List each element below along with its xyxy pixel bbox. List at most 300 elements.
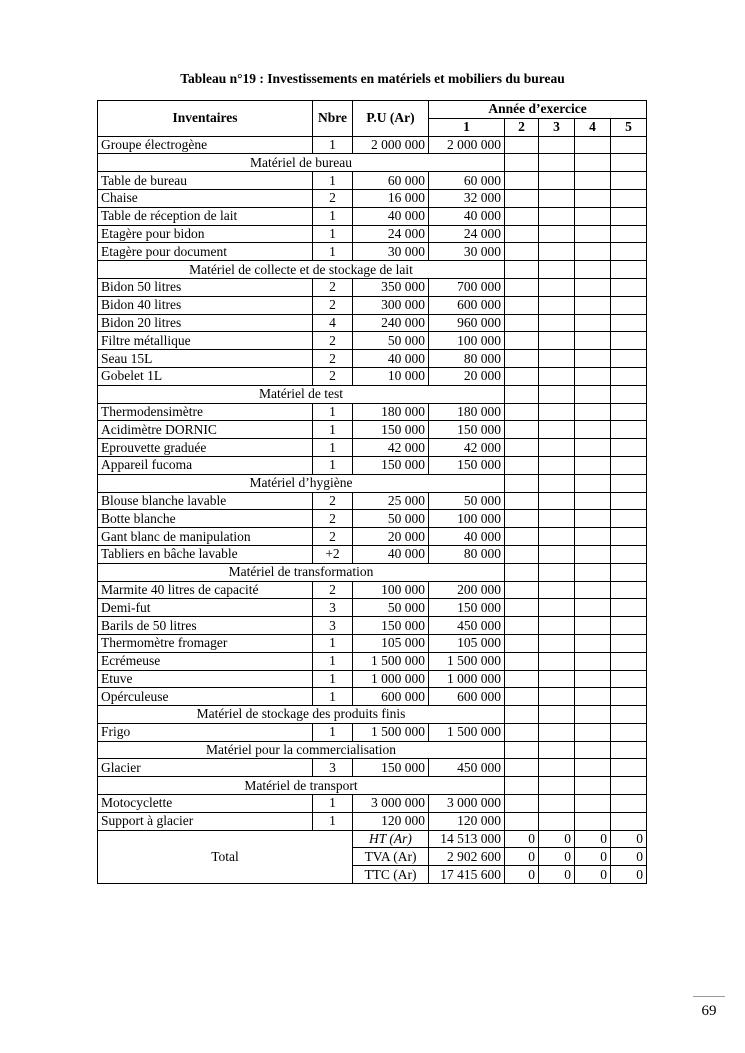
row-year-4 [575, 367, 611, 385]
header-year-3: 3 [539, 118, 575, 136]
row-year-4 [575, 812, 611, 830]
row-year-4 [575, 492, 611, 510]
row-year-5 [611, 421, 647, 439]
row-year-1: 150 000 [429, 456, 505, 474]
section-header-row [98, 777, 647, 795]
row-year-5 [611, 492, 647, 510]
row-nbre: 1 [313, 812, 353, 830]
row-year-5 [611, 278, 647, 296]
row-pu: 300 000 [353, 296, 429, 314]
row-year-3 [539, 492, 575, 510]
table-row [98, 439, 647, 457]
row-pu: 50 000 [353, 332, 429, 350]
header-year-1: 1 [429, 118, 505, 136]
page-number: 69 [701, 1003, 717, 1019]
section-year-5 [611, 741, 647, 759]
row-year-3 [539, 278, 575, 296]
total-ht-year-1: 14 513 000 [429, 830, 505, 848]
table-row [98, 296, 647, 314]
section-year-4 [575, 741, 611, 759]
table-row [98, 528, 647, 546]
row-year-3 [539, 759, 575, 777]
footer-divider [693, 996, 725, 997]
row-nbre: 1 [313, 403, 353, 421]
table-row [98, 688, 647, 706]
row-year-5 [611, 189, 647, 207]
row-label: Bidon 50 litres [98, 278, 313, 296]
row-pu: 50 000 [353, 510, 429, 528]
row-pu: 240 000 [353, 314, 429, 332]
section-year-5 [611, 563, 647, 581]
row-label: Frigo [98, 723, 313, 741]
row-pu: 2 000 000 [353, 136, 429, 154]
row-year-3 [539, 332, 575, 350]
total-row-ht [98, 830, 647, 848]
section-year-4 [575, 777, 611, 795]
row-year-3 [539, 617, 575, 635]
row-year-4 [575, 670, 611, 688]
row-label: Motocyclette [98, 795, 313, 813]
section-title: Matériel de stockage des produits finis [98, 706, 505, 724]
row-label: Thermomètre fromager [98, 634, 313, 652]
row-year-1: 450 000 [429, 759, 505, 777]
section-header-row [98, 563, 647, 581]
row-pu: 40 000 [353, 207, 429, 225]
row-label: Etagère pour document [98, 243, 313, 261]
row-nbre: 1 [313, 688, 353, 706]
row-year-2 [505, 225, 539, 243]
row-year-5 [611, 795, 647, 813]
row-year-4 [575, 439, 611, 457]
row-year-2 [505, 510, 539, 528]
section-year-3 [539, 741, 575, 759]
row-year-5 [611, 634, 647, 652]
table-row [98, 652, 647, 670]
row-year-3 [539, 723, 575, 741]
row-year-3 [539, 314, 575, 332]
row-year-1: 20 000 [429, 367, 505, 385]
row-year-3 [539, 421, 575, 439]
row-year-5 [611, 314, 647, 332]
section-year-3 [539, 261, 575, 279]
row-pu: 1 500 000 [353, 652, 429, 670]
row-year-1: 700 000 [429, 278, 505, 296]
row-year-2 [505, 759, 539, 777]
row-year-1: 1 000 000 [429, 670, 505, 688]
row-year-5 [611, 599, 647, 617]
section-title: Matériel de bureau [98, 154, 505, 172]
row-year-1: 32 000 [429, 189, 505, 207]
row-year-5 [611, 296, 647, 314]
section-year-5 [611, 777, 647, 795]
total-tva-year-2: 0 [505, 848, 539, 866]
total-ttc-year-1: 17 415 600 [429, 866, 505, 884]
table-row [98, 759, 647, 777]
section-year-2 [505, 563, 539, 581]
row-year-3 [539, 581, 575, 599]
section-year-3 [539, 474, 575, 492]
row-year-4 [575, 456, 611, 474]
row-year-2 [505, 189, 539, 207]
row-pu: 25 000 [353, 492, 429, 510]
row-label: Opérculeuse [98, 688, 313, 706]
row-year-2 [505, 528, 539, 546]
row-year-5 [611, 617, 647, 635]
row-year-1: 960 000 [429, 314, 505, 332]
row-year-4 [575, 528, 611, 546]
row-label: Bidon 40 litres [98, 296, 313, 314]
row-pu: 42 000 [353, 439, 429, 457]
row-year-3 [539, 403, 575, 421]
row-year-3 [539, 172, 575, 190]
row-year-3 [539, 528, 575, 546]
row-year-2 [505, 296, 539, 314]
row-year-3 [539, 456, 575, 474]
total-tva-year-1: 2 902 600 [429, 848, 505, 866]
row-pu: 40 000 [353, 350, 429, 368]
row-year-1: 1 500 000 [429, 723, 505, 741]
total-ttc-year-5: 0 [611, 866, 647, 884]
row-year-2 [505, 439, 539, 457]
section-header-row [98, 154, 647, 172]
table-row [98, 723, 647, 741]
row-year-5 [611, 136, 647, 154]
section-header-row [98, 385, 647, 403]
section-title: Matériel d’hygiène [98, 474, 505, 492]
row-year-2 [505, 136, 539, 154]
row-pu: 105 000 [353, 634, 429, 652]
row-label: Bidon 20 litres [98, 314, 313, 332]
table-row [98, 634, 647, 652]
section-year-2 [505, 741, 539, 759]
row-year-2 [505, 243, 539, 261]
total-label: Total [98, 830, 353, 883]
row-pu: 100 000 [353, 581, 429, 599]
row-year-4 [575, 723, 611, 741]
row-pu: 60 000 [353, 172, 429, 190]
row-pu: 150 000 [353, 421, 429, 439]
row-year-2 [505, 652, 539, 670]
row-year-5 [611, 350, 647, 368]
investment-table [97, 100, 647, 884]
row-year-5 [611, 243, 647, 261]
table-row [98, 403, 647, 421]
row-year-1: 100 000 [429, 332, 505, 350]
table-row [98, 225, 647, 243]
section-year-4 [575, 706, 611, 724]
row-year-4 [575, 225, 611, 243]
table-row [98, 243, 647, 261]
row-label: Gobelet 1L [98, 367, 313, 385]
row-nbre: 1 [313, 652, 353, 670]
row-year-2 [505, 581, 539, 599]
row-label: Table de réception de lait [98, 207, 313, 225]
table-row [98, 617, 647, 635]
row-year-4 [575, 403, 611, 421]
row-year-2 [505, 421, 539, 439]
section-year-3 [539, 385, 575, 403]
row-label: Tabliers en bâche lavable [98, 545, 313, 563]
row-year-2 [505, 314, 539, 332]
total-ht-year-4: 0 [575, 830, 611, 848]
row-pu: 150 000 [353, 617, 429, 635]
row-year-4 [575, 421, 611, 439]
row-year-2 [505, 599, 539, 617]
row-pu: 1 000 000 [353, 670, 429, 688]
row-label: Table de bureau [98, 172, 313, 190]
row-nbre: 3 [313, 617, 353, 635]
row-year-5 [611, 510, 647, 528]
row-year-1: 120 000 [429, 812, 505, 830]
row-label: Demi-fut [98, 599, 313, 617]
row-label: Thermodensimètre [98, 403, 313, 421]
section-year-2 [505, 261, 539, 279]
row-year-5 [611, 439, 647, 457]
row-year-4 [575, 278, 611, 296]
row-year-1: 24 000 [429, 225, 505, 243]
row-nbre: 1 [313, 634, 353, 652]
row-nbre: 2 [313, 332, 353, 350]
row-year-4 [575, 795, 611, 813]
section-year-5 [611, 474, 647, 492]
row-pu: 150 000 [353, 456, 429, 474]
section-title: Matériel de collecte et de stockage de lait [98, 261, 505, 279]
row-year-4 [575, 652, 611, 670]
row-year-5 [611, 759, 647, 777]
row-year-3 [539, 350, 575, 368]
header-pu: P.U (Ar) [353, 101, 429, 137]
row-year-1: 50 000 [429, 492, 505, 510]
row-year-2 [505, 634, 539, 652]
row-year-1: 200 000 [429, 581, 505, 599]
row-year-1: 2 000 000 [429, 136, 505, 154]
header-year-4: 4 [575, 118, 611, 136]
row-year-5 [611, 545, 647, 563]
row-nbre: 2 [313, 492, 353, 510]
row-nbre: 2 [313, 581, 353, 599]
row-pu: 3 000 000 [353, 795, 429, 813]
section-year-2 [505, 706, 539, 724]
total-ht-year-5: 0 [611, 830, 647, 848]
row-year-5 [611, 403, 647, 421]
row-year-5 [611, 812, 647, 830]
row-nbre: 1 [313, 172, 353, 190]
row-year-2 [505, 367, 539, 385]
row-year-1: 100 000 [429, 510, 505, 528]
row-nbre: 1 [313, 136, 353, 154]
table-body [98, 136, 647, 830]
row-label: Botte blanche [98, 510, 313, 528]
section-year-2 [505, 154, 539, 172]
row-year-1: 80 000 [429, 350, 505, 368]
row-year-4 [575, 243, 611, 261]
row-nbre: 3 [313, 599, 353, 617]
row-nbre: 2 [313, 350, 353, 368]
row-year-4 [575, 581, 611, 599]
row-year-5 [611, 456, 647, 474]
row-nbre: 1 [313, 795, 353, 813]
table-row [98, 350, 647, 368]
row-year-1: 60 000 [429, 172, 505, 190]
row-nbre: 1 [313, 207, 353, 225]
row-label: Etuve [98, 670, 313, 688]
row-year-2 [505, 617, 539, 635]
row-nbre: 2 [313, 189, 353, 207]
row-year-3 [539, 207, 575, 225]
row-label: Marmite 40 litres de capacité [98, 581, 313, 599]
row-pu: 30 000 [353, 243, 429, 261]
row-year-3 [539, 367, 575, 385]
row-pu: 150 000 [353, 759, 429, 777]
row-nbre: 2 [313, 367, 353, 385]
row-year-3 [539, 243, 575, 261]
row-nbre: 1 [313, 421, 353, 439]
row-year-5 [611, 225, 647, 243]
row-nbre: 1 [313, 439, 353, 457]
row-pu: 120 000 [353, 812, 429, 830]
total-ttc-year-3: 0 [539, 866, 575, 884]
total-ht-year-2: 0 [505, 830, 539, 848]
row-year-3 [539, 136, 575, 154]
row-year-1: 30 000 [429, 243, 505, 261]
row-year-1: 3 000 000 [429, 795, 505, 813]
total-ttc-year-4: 0 [575, 866, 611, 884]
table-row [98, 545, 647, 563]
row-year-2 [505, 795, 539, 813]
row-year-2 [505, 456, 539, 474]
row-year-4 [575, 545, 611, 563]
row-year-5 [611, 367, 647, 385]
row-year-4 [575, 759, 611, 777]
row-year-5 [611, 581, 647, 599]
table-row [98, 581, 647, 599]
section-year-4 [575, 385, 611, 403]
row-label: Support à glacier [98, 812, 313, 830]
row-nbre: +2 [313, 545, 353, 563]
row-year-1: 80 000 [429, 545, 505, 563]
row-year-1: 600 000 [429, 688, 505, 706]
section-title: Matériel pour la commercialisation [98, 741, 505, 759]
row-label: Groupe électrogène [98, 136, 313, 154]
table-row [98, 172, 647, 190]
section-year-4 [575, 563, 611, 581]
row-year-4 [575, 510, 611, 528]
row-year-2 [505, 278, 539, 296]
row-year-5 [611, 652, 647, 670]
row-pu: 10 000 [353, 367, 429, 385]
row-year-1: 40 000 [429, 528, 505, 546]
header-annee: Année d’exercice [429, 101, 647, 119]
row-nbre: 1 [313, 243, 353, 261]
row-pu: 24 000 [353, 225, 429, 243]
table-row [98, 278, 647, 296]
row-label: Appareil fucoma [98, 456, 313, 474]
row-year-1: 105 000 [429, 634, 505, 652]
row-nbre: 1 [313, 456, 353, 474]
total-ht-label: HT (Ar) [353, 830, 429, 848]
row-year-2 [505, 723, 539, 741]
row-label: Etagère pour bidon [98, 225, 313, 243]
row-nbre: 1 [313, 670, 353, 688]
header-year-2: 2 [505, 118, 539, 136]
row-year-4 [575, 172, 611, 190]
row-nbre: 2 [313, 510, 353, 528]
row-year-5 [611, 670, 647, 688]
row-year-3 [539, 225, 575, 243]
row-label: Chaise [98, 189, 313, 207]
section-title: Matériel de test [98, 385, 505, 403]
section-title: Matériel de transformation [98, 563, 505, 581]
row-year-2 [505, 688, 539, 706]
row-year-3 [539, 189, 575, 207]
section-year-3 [539, 154, 575, 172]
row-year-3 [539, 545, 575, 563]
row-year-2 [505, 545, 539, 563]
row-year-3 [539, 670, 575, 688]
row-year-3 [539, 634, 575, 652]
total-tva-year-5: 0 [611, 848, 647, 866]
table-row [98, 314, 647, 332]
row-nbre: 2 [313, 296, 353, 314]
total-tva-label: TVA (Ar) [353, 848, 429, 866]
table-row [98, 492, 647, 510]
row-year-1: 150 000 [429, 599, 505, 617]
row-year-3 [539, 510, 575, 528]
row-year-3 [539, 652, 575, 670]
section-year-5 [611, 385, 647, 403]
section-year-3 [539, 706, 575, 724]
total-ttc-year-2: 0 [505, 866, 539, 884]
row-year-5 [611, 172, 647, 190]
row-year-3 [539, 599, 575, 617]
row-year-2 [505, 207, 539, 225]
section-year-5 [611, 261, 647, 279]
section-title: Matériel de transport [98, 777, 505, 795]
row-year-4 [575, 599, 611, 617]
section-year-2 [505, 777, 539, 795]
table-row [98, 795, 647, 813]
table-row [98, 812, 647, 830]
row-year-4 [575, 296, 611, 314]
row-year-4 [575, 314, 611, 332]
row-year-1: 40 000 [429, 207, 505, 225]
row-pu: 350 000 [353, 278, 429, 296]
table-row [98, 510, 647, 528]
table-row [98, 421, 647, 439]
row-year-4 [575, 136, 611, 154]
row-year-1: 150 000 [429, 421, 505, 439]
row-label: Seau 15L [98, 350, 313, 368]
row-year-2 [505, 492, 539, 510]
row-year-3 [539, 439, 575, 457]
total-ht-year-3: 0 [539, 830, 575, 848]
header-inventaires: Inventaires [98, 101, 313, 137]
row-year-3 [539, 795, 575, 813]
row-pu: 1 500 000 [353, 723, 429, 741]
row-year-2 [505, 172, 539, 190]
row-pu: 16 000 [353, 189, 429, 207]
row-pu: 600 000 [353, 688, 429, 706]
row-year-2 [505, 403, 539, 421]
row-year-1: 450 000 [429, 617, 505, 635]
row-pu: 20 000 [353, 528, 429, 546]
row-label: Blouse blanche lavable [98, 492, 313, 510]
row-label: Glacier [98, 759, 313, 777]
row-nbre: 1 [313, 225, 353, 243]
row-year-3 [539, 812, 575, 830]
table-row [98, 136, 647, 154]
row-year-3 [539, 296, 575, 314]
